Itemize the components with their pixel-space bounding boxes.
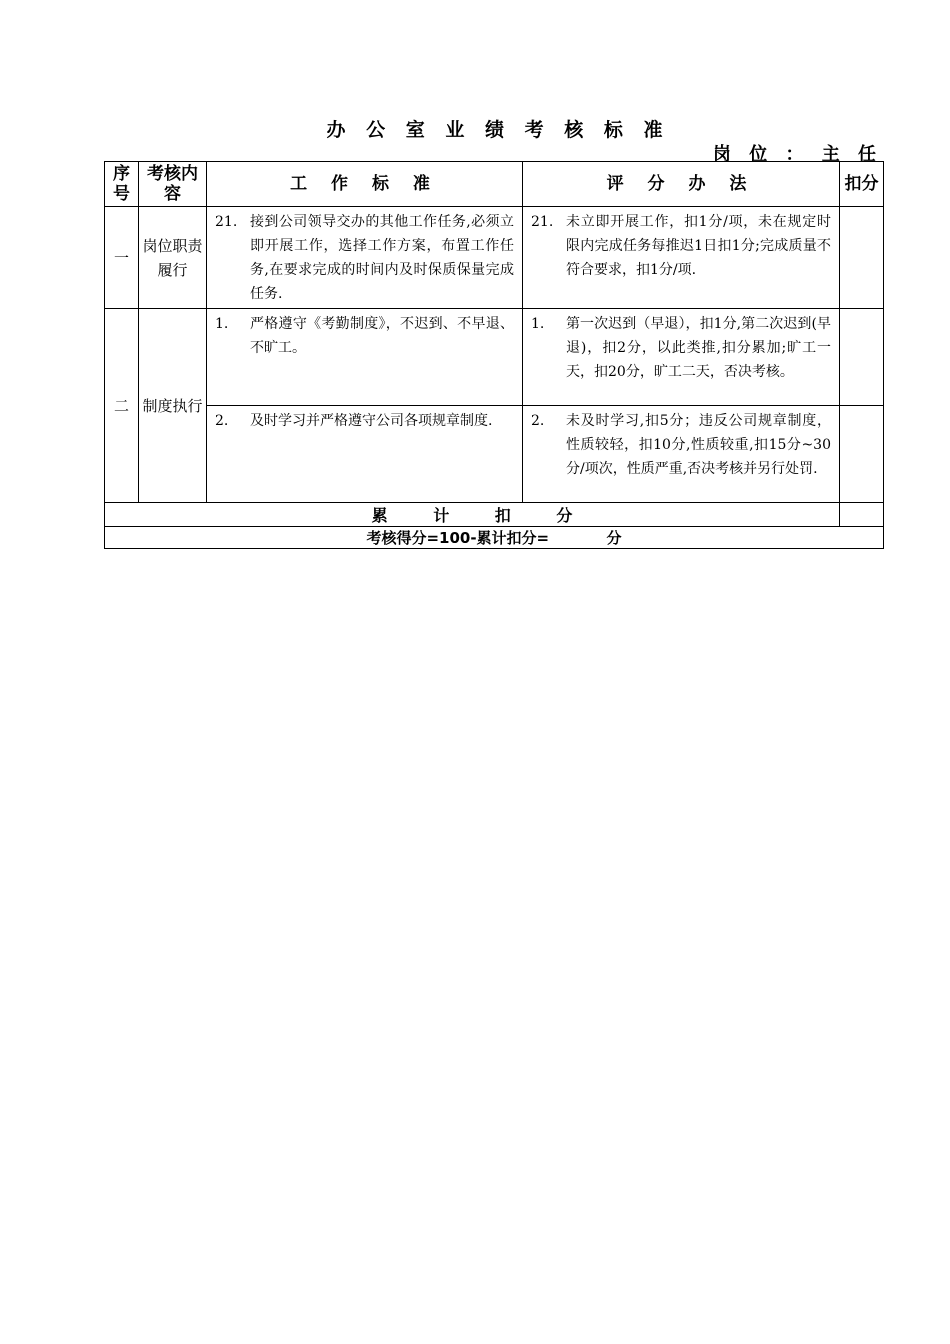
row-content: 制度执行 xyxy=(139,309,207,503)
item-number: 2. xyxy=(215,413,229,429)
row-seq: 二 xyxy=(105,309,139,503)
work-standard-cell xyxy=(207,406,523,503)
item-text: 及时学习并严格遵守公司各项规章制度. xyxy=(250,413,493,429)
item-number: 21. xyxy=(215,214,238,230)
item-number: 1. xyxy=(531,316,545,332)
row-content: 岗位职责履行 xyxy=(139,207,207,309)
deduction-cell[interactable] xyxy=(840,207,884,309)
final-score: 考核得分=100-累计扣分= 分 xyxy=(105,527,884,549)
work-standard-cell xyxy=(207,207,523,309)
scoring-method-cell xyxy=(523,207,840,309)
item-text: 未及时学习,扣5分；违反公司规章制度，性质较轻，扣10分,性质较重,扣15分~30分/项次，性质严重,否决考核并另行处罚. xyxy=(566,413,831,477)
table-row xyxy=(105,309,884,406)
deduction-cell[interactable] xyxy=(840,309,884,406)
work-standard-cell xyxy=(207,309,523,406)
deduction-cell[interactable] xyxy=(840,406,884,503)
document-title: 办 公 室 业 绩 考 核 标 准 xyxy=(326,119,670,141)
position-label: 岗 位 ： 主 任 xyxy=(712,144,882,165)
cumulative-deduction-label: 累 计 扣 分 xyxy=(105,503,840,527)
item-text: 严格遵守《考勤制度》，不迟到、不早退、不旷工。 xyxy=(250,316,514,356)
header-deduction: 扣分 xyxy=(840,162,884,207)
header-seq: 序号 xyxy=(105,162,139,207)
cumulative-deduction-value[interactable] xyxy=(840,503,884,527)
header-work-standard: 工 作 标 准 xyxy=(207,162,523,207)
table-row xyxy=(105,406,884,503)
header-content: 考核内容 xyxy=(139,162,207,207)
final-score-row xyxy=(105,527,884,549)
cumulative-row xyxy=(105,503,884,527)
item-text: 未立即开展工作，扣1分/项，未在规定时限内完成任务每推迟1日扣1分;完成质量不符合要求，扣1分/项. xyxy=(566,214,831,278)
header-row xyxy=(105,162,884,207)
item-number: 1. xyxy=(215,316,229,332)
table-row xyxy=(105,207,884,309)
assessment-table xyxy=(104,161,884,549)
item-text: 第一次迟到（早退），扣1分,第二次迟到(早退)，扣2分，以此类推,扣分累加;旷工一天，扣20分，旷工二天，否决考核。 xyxy=(566,316,831,380)
item-number: 21. xyxy=(531,214,554,230)
scoring-method-cell xyxy=(523,406,840,503)
scoring-method-cell xyxy=(523,309,840,406)
item-number: 2. xyxy=(531,413,545,429)
item-text: 接到公司领导交办的其他工作任务,必须立即开展工作，选择工作方案，布置工作任务,在要求完成的时间内及时保质保量完成任务. xyxy=(250,214,514,302)
header-scoring-method: 评 分 办 法 xyxy=(523,162,840,207)
row-seq: 一 xyxy=(105,207,139,309)
